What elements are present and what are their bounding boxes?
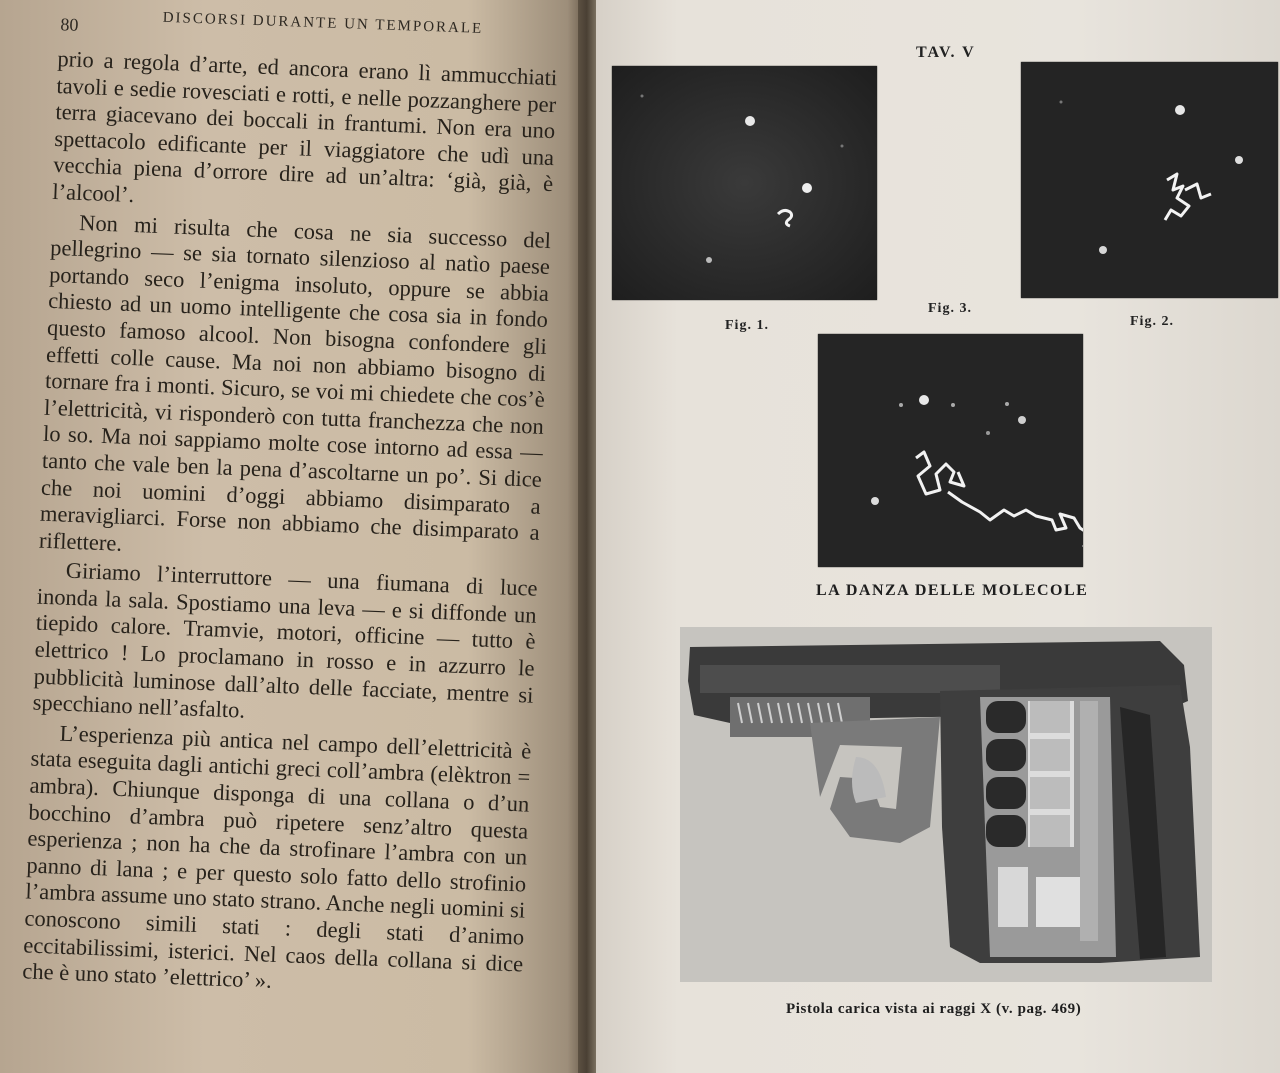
fig1-caption: Fig. 1. [725, 318, 769, 333]
plate-label: TAV. V [916, 44, 976, 61]
paragraph: Giriamo l’interruttore — una fiumana di luce inonda la sala. Spostiamo una leva — e si diffonde un tiepido calore. Tramvie, motori, officine — tutto è elettrico ! Lo proclamano in rosso e in azzurro le pubblicità luminose dall’alto delle facciate, mentre si specchiano nell’asfalto. [32, 557, 539, 723]
page-number: 80 [60, 14, 79, 35]
running-head [54, 8, 555, 49]
molecule-photo-fig1 [612, 66, 877, 300]
paragraph: prio a regola d’arte, ed ancora erano lì ammucchiati tavoli e sedie rovesciati e rotti, e nelle pozzanghere per terra giacevano dei boccali in frantumi. Non era uno spettacolo edificante per il viaggiatore che udì una vecchia piena d’orrore dire ad un’altra: ‘già, già, è l’alcool’. [51, 46, 558, 207]
body-text [22, 46, 558, 1007]
paragraph: L’esperienza più antica nel campo dell’elettricità è stata eseguita dagli antichi greci coll’ambra (elèktron = ambra). Chiunque disponga di una collana o d’un bocchino d’ambra può ripetere senz’altro questa esperienza ; non ha che da strofinare l’ambra con un panno di lana ; e per questo solo fatto dello strofinio l’ambra assume uno stato strano. Anche negli uomini si conoscono simili stati : degli stati d’animo eccitabilissimi, isterici. Nel caos della collana si dice che è uno stato ’elettrico’ ». [21, 720, 532, 994]
dance-title: LA DANZA DELLE MOLECOLE [816, 582, 1089, 599]
pistol-xray-photo [680, 627, 1212, 982]
xray-caption: Pistola carica vista ai raggi X (v. pag. 469) [786, 1001, 1082, 1017]
paragraph: Non mi risulta che cosa ne sia successo del pellegrino — se sia tornato silenzioso al natìo paese portando seco l’enigma insoluto, oppure se abbia chiesto ad un uomo intelligente che cosa sia in fondo questo famoso alcool. Non bisogna confondere gli effetti colle cause. Ma noi non abbiamo bisogno di tornare fra i monti. Sicuro, se voi mi chiedete che cos’è l’elettricità, vi risponderò con tutta franchezza che non lo so. Ma noi sappiamo molte cose intorno ad essa — tanto che vale ben la pena d’ascoltarne un po’. Si dice che noi uomini d’oggi abbiamo disimparato a meravigliarci. Forse non abbiamo che disimparato a riflettere. [38, 209, 552, 556]
molecule-photo-fig2 [1021, 62, 1278, 298]
molecule-photo-fig3 [818, 334, 1083, 567]
fig3-caption: Fig. 3. [928, 301, 972, 316]
left-page [0, 0, 585, 1073]
fig2-caption: Fig. 2. [1130, 314, 1174, 329]
running-head-title: DISCORSI DURANTE UN TEMPORALE [162, 9, 484, 37]
